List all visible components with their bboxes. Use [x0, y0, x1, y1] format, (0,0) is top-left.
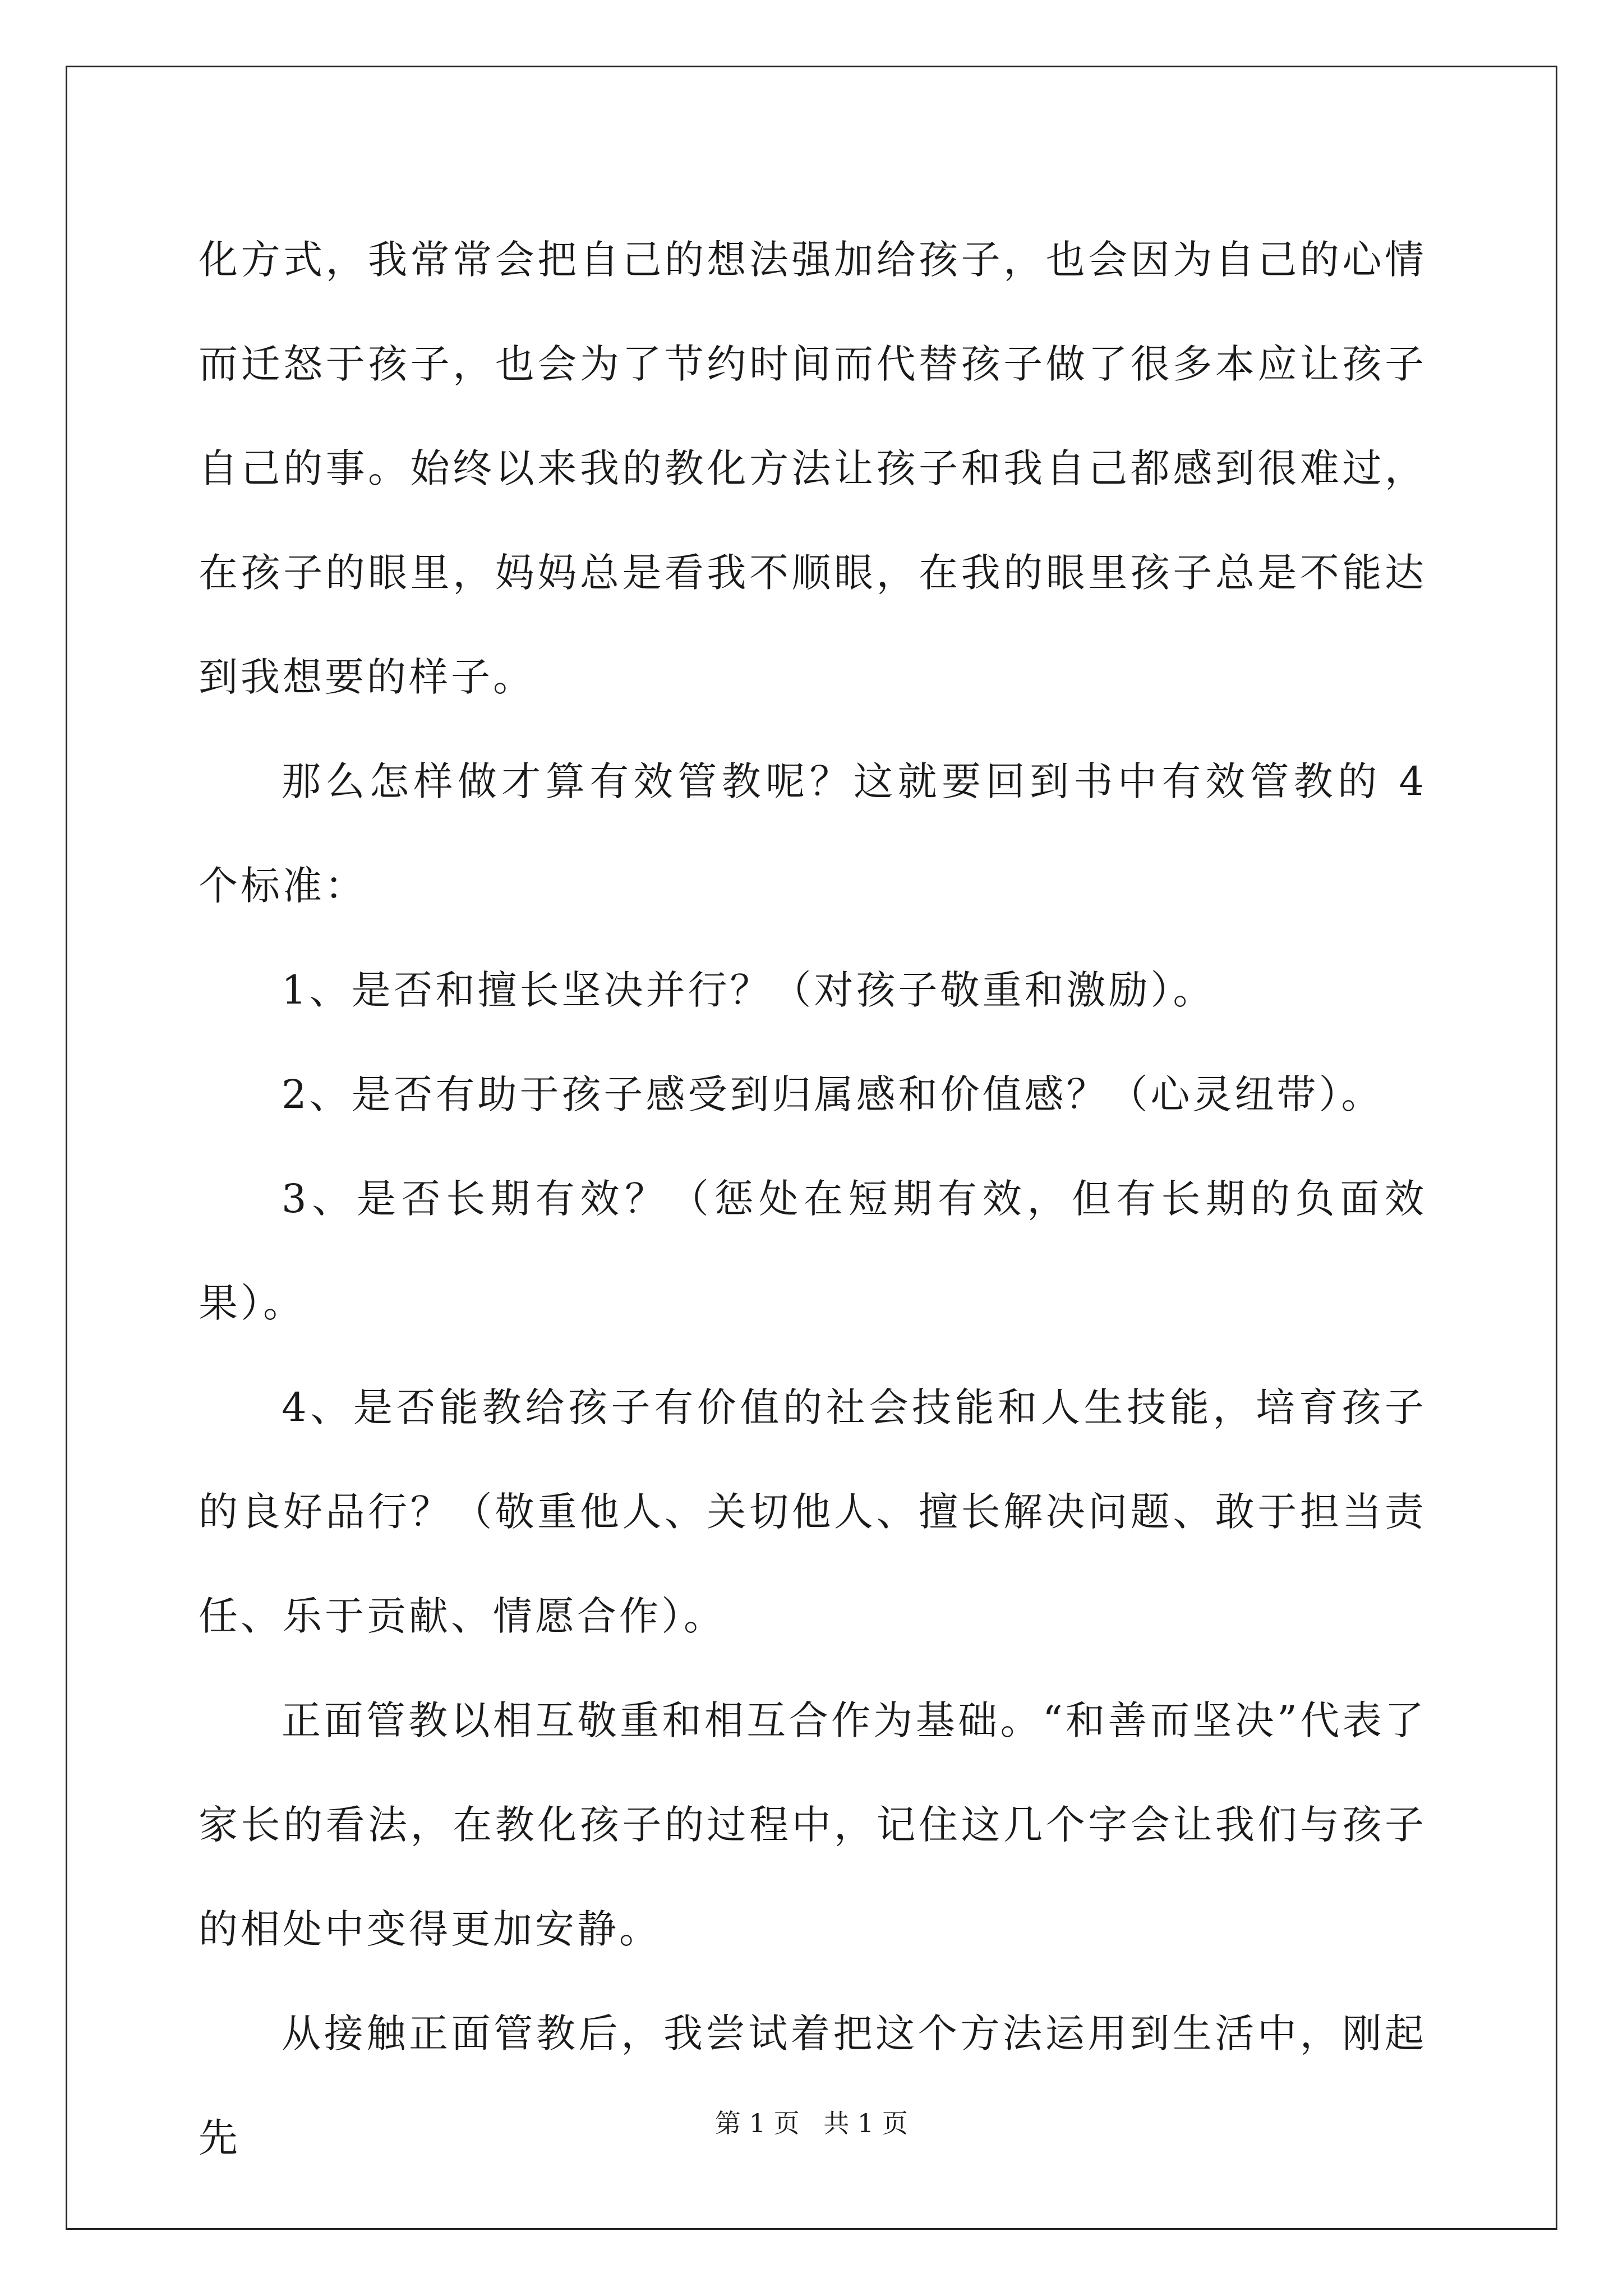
- paragraph-5: 3、是否长期有效？（惩处在短期有效，但有长期的负面效果）。: [199, 1176, 1427, 1326]
- page-number-total: 共 1 页: [823, 2108, 908, 2138]
- paragraph-4: 2、是否有助于孩子感受到归属感和价值感？（心灵纽带）。: [282, 1071, 1384, 1117]
- paragraph-2: 那么怎样做才算有效管教呢？这就要回到书中有效管教的 4 个标准：: [199, 758, 1427, 909]
- paragraph-7: 正面管教以相互敬重和相互合作为基础。“和善而坚决”代表了家长的看法，在教化孩子的过程中，记住这几个字会让我们与孩子的相处中变得更加安静。: [199, 1697, 1427, 1952]
- page-footer: [0, 2106, 1623, 2140]
- paragraph-8: 从接触正面管教后，我尝试着把这个方法运用到生活中，刚起先: [199, 2010, 1427, 2161]
- page-number-current: 第 1 页: [715, 2108, 800, 2138]
- document-body: [199, 208, 1427, 2190]
- paragraph-1: 化方式，我常常会把自己的想法强加给孩子，也会因为自己的心情而迁怒于孩子，也会为了节约时间而代替孩子做了很多本应让孩子自己的事。始终以来我的教化方法让孩子和我自己都感到很难过，在孩子的眼里，妈妈总是看我不顺眼，在我的眼里孩子总是不能达到我想要的样子。: [199, 237, 1427, 700]
- paragraph-3: 1、是否和擅长坚决并行？（对孩子敬重和激励）。: [282, 967, 1215, 1013]
- paragraph-6: 4、是否能教给孩子有价值的社会技能和人生技能，培育孩子的良好品行？（敬重他人、关切他人、擅长解决问题、敢于担当责任、乐于贡献、情愿合作）。: [199, 1384, 1427, 1639]
